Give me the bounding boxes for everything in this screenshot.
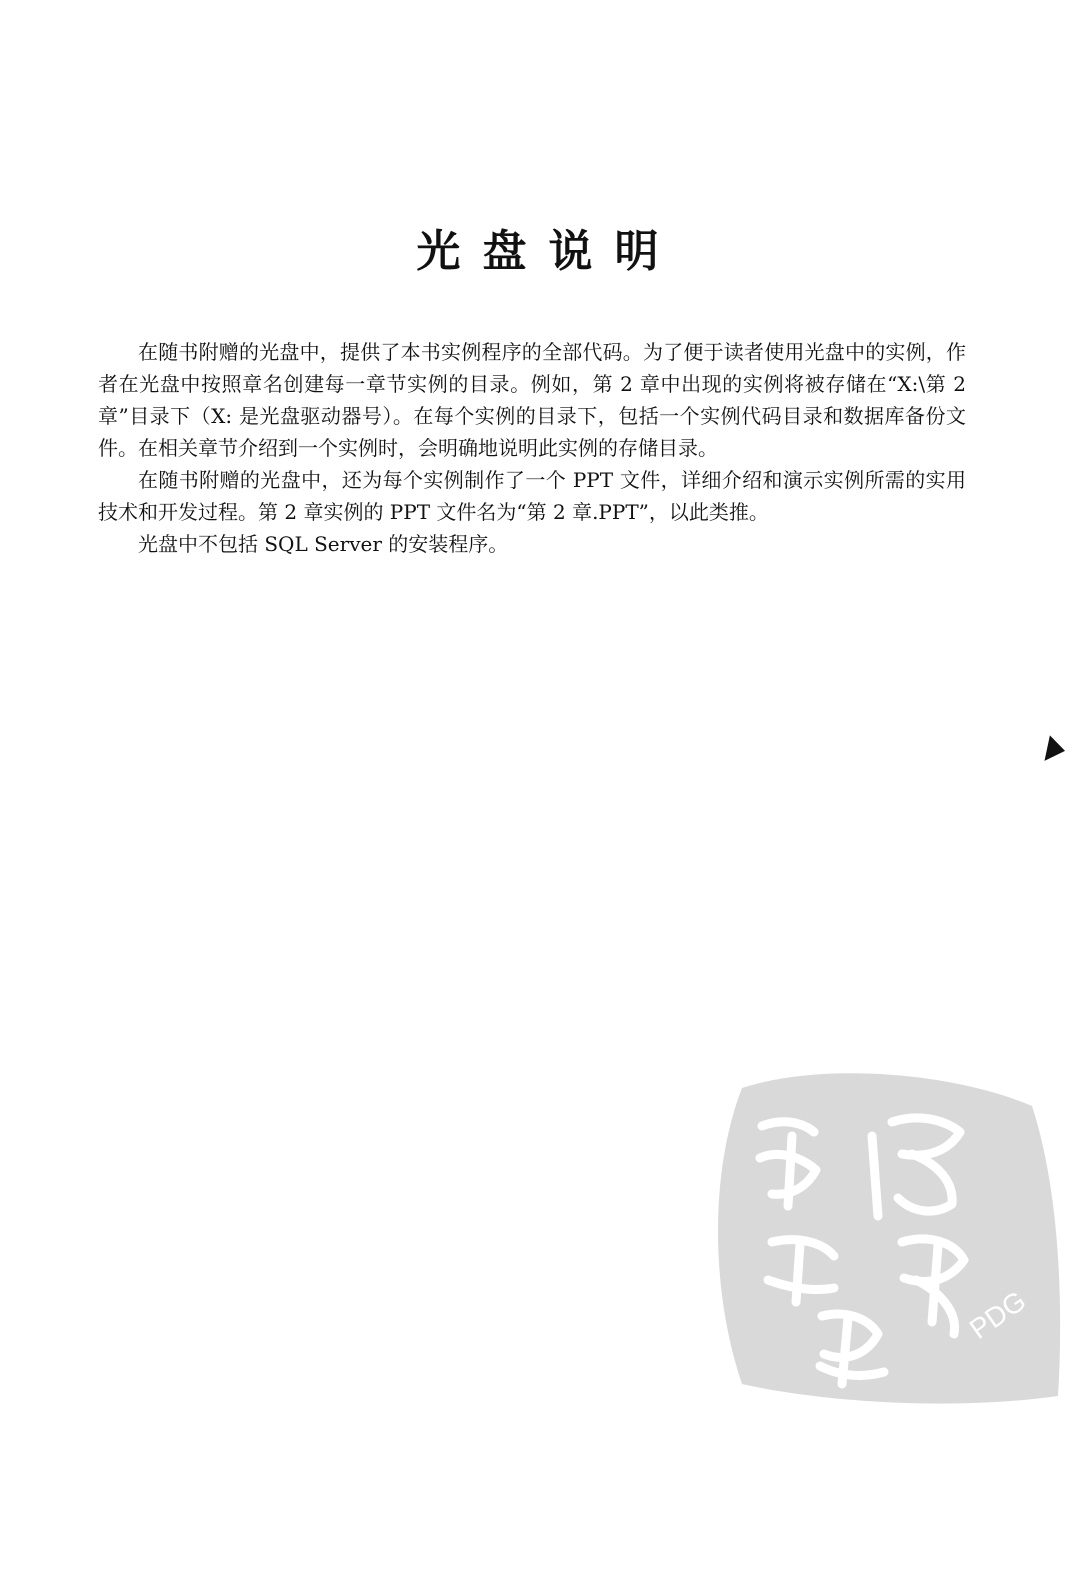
scan-edge-mark <box>1044 735 1067 764</box>
pdg-watermark-seal <box>702 1066 1062 1411</box>
paragraph-1: 在随书附赠的光盘中，提供了本书实例程序的全部代码。为了便于读者使用光盘中的实例，作者在光盘中按照章名创建每一章节实例的目录。例如，第 2 章中出现的实例将被存储在“X:\第 2 章”目录下（X: 是光盘驱动器号）。在每个实例的目录下，包括一个实例代码目录和数据库备份文件。在相关章节介绍到一个实例时，会明确地说明此实例的存储目录。 <box>98 340 966 460</box>
watermark-text: PDG <box>963 1284 1032 1345</box>
paragraph-2: 在随书附赠的光盘中，还为每个实例制作了一个 PPT 文件，详细介绍和演示实例所需的实用技术和开发过程。第 2 章实例的 PPT 文件名为“第 2 章.PPT”，以此类推。 <box>98 468 966 524</box>
page-title: 光盘说明 <box>416 226 681 277</box>
body-text <box>98 336 966 560</box>
paragraph-3: 光盘中不包括 SQL Server 的安装程序。 <box>138 532 509 556</box>
